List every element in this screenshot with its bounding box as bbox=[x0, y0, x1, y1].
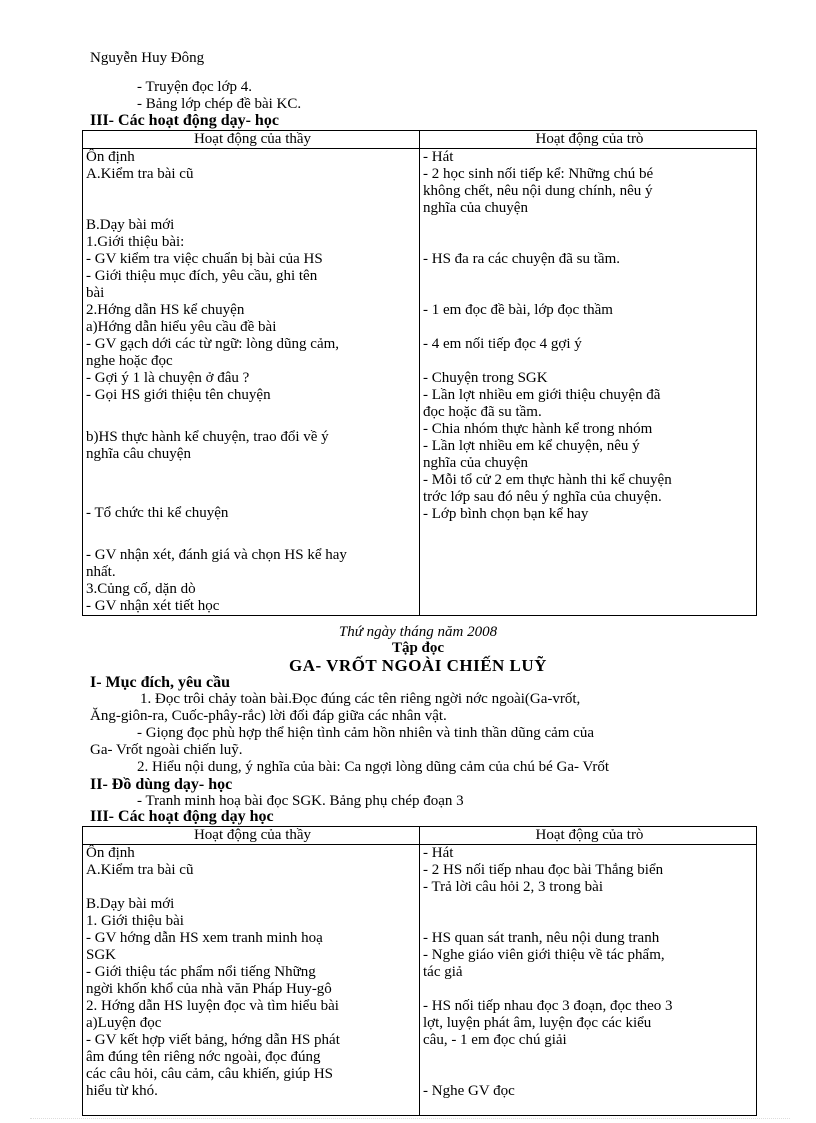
teacher-line: - Gợi ý 1 là chuyện ở đâu ? bbox=[86, 370, 250, 386]
teacher-line: - GV gạch dới các từ ngữ: lòng dũng cảm, bbox=[86, 336, 340, 352]
student-line: - Hát bbox=[423, 845, 454, 861]
student-line: - Nghe GV đọc bbox=[423, 1083, 515, 1099]
student-line: - 4 em nối tiếp đọc 4 gợi ý bbox=[423, 336, 582, 352]
teacher-line: - GV kiểm tra việc chuẩn bị bài của HS bbox=[86, 251, 323, 267]
teacher-line: b)HS thực hành kể chuyện, trao đổi về ý bbox=[86, 429, 329, 445]
teacher-line: a)Hớng dẫn hiểu yêu cầu đề bài bbox=[86, 319, 277, 335]
student-line: - 1 em đọc đề bài, lớp đọc thầm bbox=[423, 302, 613, 318]
teacher-line: 1. Giới thiệu bài bbox=[86, 913, 184, 929]
student-line: - HS đa ra các chuyện đã su tầm. bbox=[423, 251, 621, 267]
activities-table-1 bbox=[82, 130, 757, 616]
student-line: nghĩa của chuyện bbox=[423, 455, 528, 471]
subject-title: Tập đọc bbox=[391, 640, 445, 656]
teacher-line: Ổn định bbox=[86, 149, 135, 165]
section-2-heading: II- Đồ dùng dạy- học bbox=[90, 776, 233, 793]
student-line: - 2 học sinh nối tiếp kể: Những chú bé bbox=[423, 166, 654, 182]
section-3-heading-1: III- Các hoạt động dạy- học bbox=[90, 112, 279, 129]
teacher-line: 3.Củng cố, dặn dò bbox=[86, 581, 196, 597]
student-line: - Lớp bình chọn bạn kể hay bbox=[423, 506, 589, 522]
teacher-line: các câu hỏi, câu cảm, câu khiến, giúp HS bbox=[86, 1066, 333, 1082]
teacher-line: 2. Hớng dẫn HS luyện đọc và tìm hiểu bài bbox=[86, 998, 339, 1014]
student-line: trớc lớp sau đó nêu ý nghĩa của chuyện. bbox=[423, 489, 662, 505]
lesson-title: GA- VRỐT NGOÀI CHIẾN LUỸ bbox=[289, 656, 547, 675]
teacher-line: - Giới thiệu tác phẩm nổi tiếng Những bbox=[86, 964, 316, 980]
teacher-line: nghĩa câu chuyện bbox=[86, 446, 191, 462]
author-name: Nguyễn Huy Đông bbox=[90, 50, 205, 66]
teacher-line: âm đúng tên riêng nớc ngoài, đọc đúng bbox=[86, 1049, 321, 1065]
materials-line-2: - Bảng lớp chép đề bài KC. bbox=[137, 96, 302, 112]
student-line: - Nghe giáo viên giới thiệu về tác phẩm, bbox=[423, 947, 665, 963]
student-column-header: Hoạt động của trò bbox=[420, 131, 757, 149]
objective-line: Ga- Vrốt ngoài chiến luỹ. bbox=[90, 742, 243, 758]
teacher-activities-cell bbox=[83, 845, 420, 1116]
student-line: - Mỗi tổ cử 2 em thực hành thi kể chuyện bbox=[423, 472, 672, 488]
teacher-line: - GV kết hợp viết bảng, hớng dẫn HS phát bbox=[86, 1032, 340, 1048]
objective-line: 2. Hiểu nội dung, ý nghĩa của bài: Ca ngợi lòng dũng cảm của chú bé Ga- Vrốt bbox=[137, 759, 610, 775]
teacher-line: - Tổ chức thi kể chuyện bbox=[86, 505, 229, 521]
student-line: - Chuyện trong SGK bbox=[423, 370, 548, 386]
student-line: - HS nối tiếp nhau đọc 3 đoạn, đọc theo 3 bbox=[423, 998, 673, 1014]
student-line: không chết, nêu nội dung chính, nêu ý bbox=[423, 183, 653, 199]
teacher-line: A.Kiểm tra bài cũ bbox=[86, 862, 194, 878]
student-line: đọc hoặc đã su tầm. bbox=[423, 404, 542, 420]
student-line: - Chia nhóm thực hành kể trong nhóm bbox=[423, 421, 653, 437]
student-line: - Hát bbox=[423, 149, 454, 165]
activities-table-2 bbox=[82, 826, 757, 1116]
teacher-line: - GV hớng dẫn HS xem tranh minh hoạ bbox=[86, 930, 323, 946]
student-line: - Lần lợt nhiều em kể chuyện, nêu ý bbox=[423, 438, 640, 454]
teacher-line: nhất. bbox=[86, 564, 116, 580]
student-line: - 2 HS nối tiếp nhau đọc bài Thắng biển bbox=[423, 862, 664, 878]
teacher-line: 2.Hớng dẫn HS kể chuyện bbox=[86, 302, 245, 318]
teacher-activities-cell bbox=[83, 149, 420, 616]
teacher-line: B.Dạy bài mới bbox=[86, 217, 175, 233]
student-line: - Lần lợt nhiều em giới thiệu chuyện đã bbox=[423, 387, 661, 403]
student-activities-cell bbox=[420, 845, 757, 1116]
date-line: Thứ ngày tháng năm 2008 bbox=[338, 624, 498, 640]
teacher-line: a)Luyện đọc bbox=[86, 1015, 162, 1031]
teacher-line: B.Dạy bài mới bbox=[86, 896, 175, 912]
teacher-line: SGK bbox=[86, 947, 117, 963]
teacher-line: ngời khốn khổ của nhà văn Pháp Huy-gô bbox=[86, 981, 332, 997]
teacher-line: A.Kiểm tra bài cũ bbox=[86, 166, 194, 182]
teacher-line: - GV nhận xét tiết học bbox=[86, 598, 220, 614]
teacher-line: - Giới thiệu mục đích, yêu cầu, ghi tên bbox=[86, 268, 318, 284]
teacher-line: 1.Giới thiệu bài: bbox=[86, 234, 185, 250]
student-line: - Trả lời câu hỏi 2, 3 trong bài bbox=[423, 879, 603, 895]
materials-line-1: - Truyện đọc lớp 4. bbox=[137, 79, 253, 95]
teacher-line: hiểu từ khó. bbox=[86, 1083, 158, 1099]
materials-line: - Tranh minh hoạ bài đọc SGK. Bảng phụ chép đoạn 3 bbox=[137, 793, 464, 809]
teacher-line: bài bbox=[86, 285, 105, 301]
student-line: - HS quan sát tranh, nêu nội dung tranh bbox=[423, 930, 660, 946]
section-3-heading-2: III- Các hoạt động dạy học bbox=[90, 808, 274, 825]
student-line: nghĩa của chuyện bbox=[423, 200, 528, 216]
teacher-line: Ổn định bbox=[86, 845, 135, 861]
teacher-line: nghe hoặc đọc bbox=[86, 353, 173, 369]
page-bottom-divider bbox=[30, 1118, 790, 1119]
objective-line: - Giọng đọc phù hợp thể hiện tình cảm hồn nhiên và tinh thần dũng cảm của bbox=[137, 725, 594, 741]
student-column-header: Hoạt động của trò bbox=[420, 827, 757, 845]
objective-line: Ăng-giôn-ra, Cuốc-phây-rắc) lời đối đáp giữa các nhân vật. bbox=[90, 708, 447, 724]
teacher-column-header: Hoạt động của thầy bbox=[83, 827, 420, 845]
student-line: tác giả bbox=[423, 964, 463, 980]
teacher-line: - GV nhận xét, đánh giá và chọn HS kể hay bbox=[86, 547, 347, 563]
teacher-line: - Gọi HS giới thiệu tên chuyện bbox=[86, 387, 271, 403]
student-activities-cell bbox=[420, 149, 757, 616]
section-1-heading: I- Mục đích, yêu cầu bbox=[90, 674, 230, 691]
student-line: lợt, luyện phát âm, luyện đọc các kiểu bbox=[423, 1015, 652, 1031]
objective-line: 1. Đọc trôi chảy toàn bài.Đọc đúng các tên riêng ngời nớc ngoài(Ga-vrốt, bbox=[140, 691, 581, 707]
student-line: câu, - 1 em đọc chú giải bbox=[423, 1032, 567, 1048]
teacher-column-header: Hoạt động của thầy bbox=[83, 131, 420, 149]
